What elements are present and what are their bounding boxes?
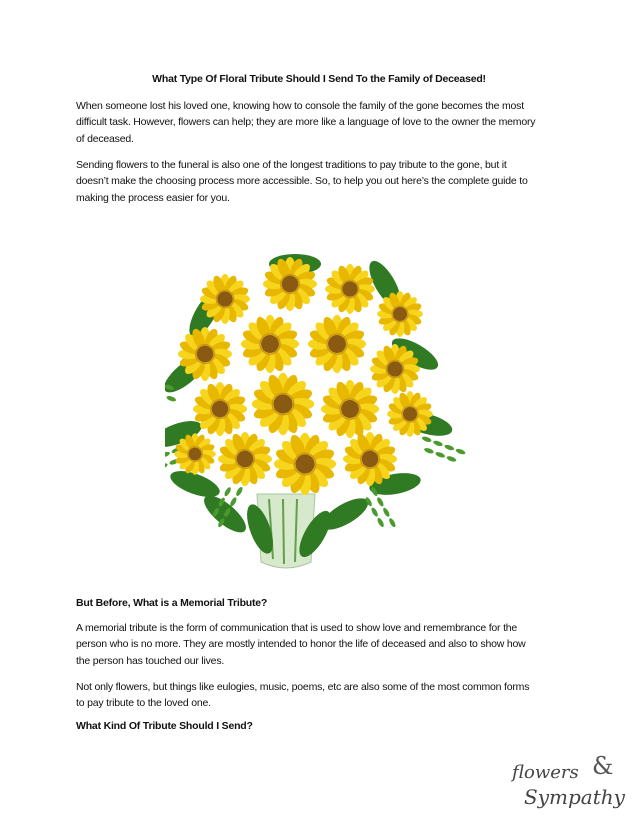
sunflower: [218, 432, 272, 486]
sunflower: [263, 257, 317, 311]
svg-text:Sympathy: Sympathy: [524, 785, 625, 809]
section-heading-tribute-kind: What Kind Of Tribute Should I Send?: [76, 720, 253, 732]
sunflower: [343, 432, 397, 486]
tribute-forms-paragraph: [76, 679, 566, 712]
sunflower: [377, 291, 423, 337]
text-line: Not only flowers, but things like eulogies, music, poems, etc are also some of the most common forms: [76, 681, 530, 693]
intro-paragraph-1: [76, 98, 566, 147]
sunflower: [174, 433, 216, 475]
sunflower: [193, 382, 247, 436]
section-heading-memorial-tribute: But Before, What is a Memorial Tribute?: [76, 597, 268, 609]
text-line: the person has touched our lives.: [76, 654, 225, 667]
sunflower: [321, 380, 379, 438]
fern-frond: [418, 436, 466, 465]
text-line: to pay tribute to the loved one.: [76, 697, 211, 710]
sunflower: [241, 315, 299, 373]
sunflower: [325, 264, 375, 314]
svg-text:flowers: flowers: [512, 762, 579, 783]
flowers-sympathy-logo: [510, 752, 630, 822]
text-line: doesn’t make the choosing process more accessible. So, to help you out here’s the complete guide to: [76, 175, 528, 188]
text-line: difficult task. However, flowers can help; they are more like a language of love to the owner the memory: [76, 116, 536, 129]
text-line: Sending flowers to the funeral is also one of the longest traditions to pay tribute to the gone, but it: [76, 159, 507, 171]
text-line: of deceased.: [76, 132, 134, 145]
text-line: A memorial tribute is the form of communication that is used to show love and remembrance for the: [76, 622, 518, 634]
text-line: When someone lost his loved one, knowing how to console the family of the gone becomes the most: [76, 100, 524, 112]
document-title: What Type Of Floral Tribute Should I Send To the Family of Deceased!: [152, 73, 486, 85]
sunflower: [200, 274, 250, 324]
sunflower: [387, 391, 433, 437]
sunflower: [308, 315, 366, 373]
sunflower: [370, 344, 420, 394]
sunflower: [178, 327, 232, 381]
intro-paragraph-2: [76, 157, 566, 206]
text-line: making the process easier for you.: [76, 191, 230, 204]
text-line: person who is no more. They are mostly intended to honor the life of deceased and also to show how: [76, 638, 526, 651]
memorial-tribute-paragraph: [76, 620, 566, 669]
svg-text:&: &: [592, 752, 614, 780]
sunflower: [252, 373, 314, 435]
sunflower: [274, 433, 336, 495]
